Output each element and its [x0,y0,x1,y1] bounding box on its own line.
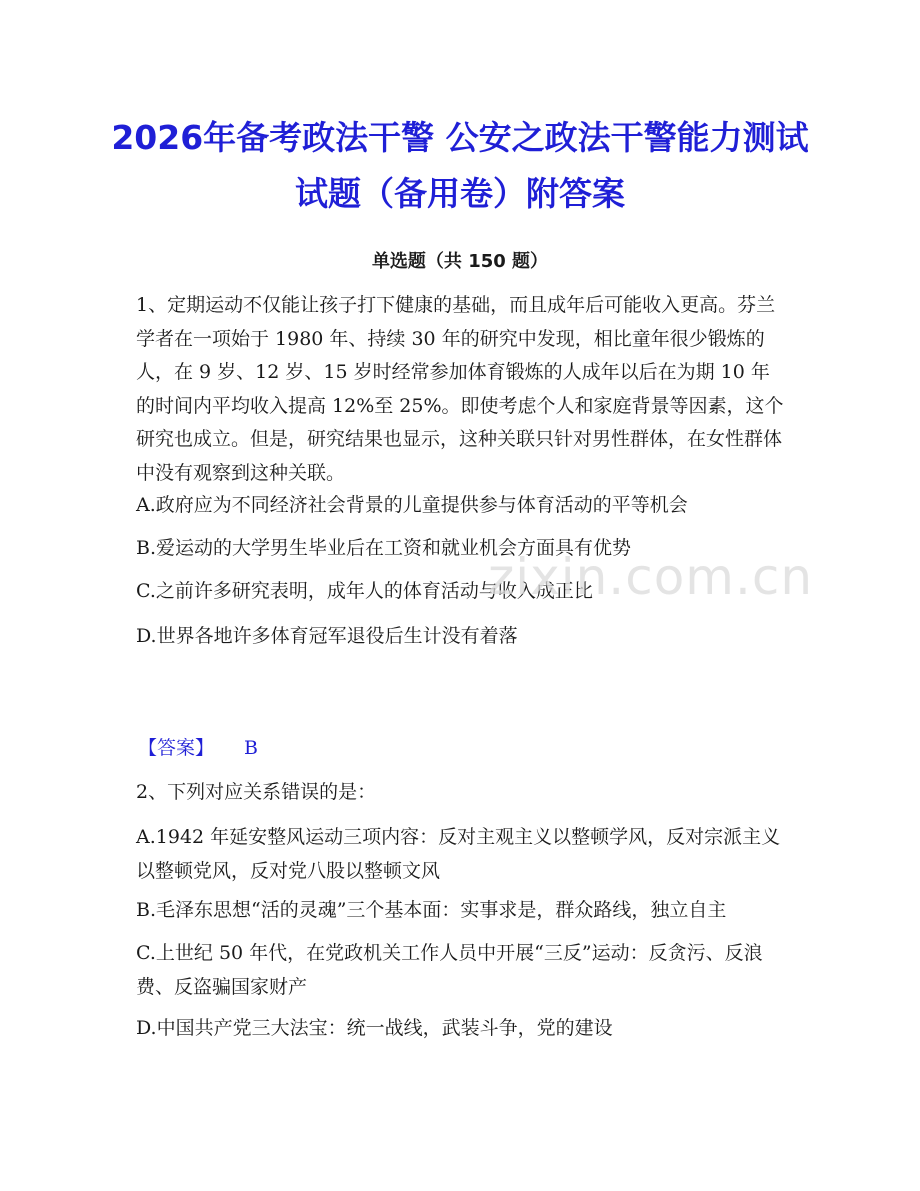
question-1-option-d: D.世界各地许多体育冠军退役后生计没有着落 [136,625,518,647]
document-title: 2026年备考政法干警 公安之政法干警能力测试试题（备用卷）附答案 [111,118,809,213]
section-heading: 单选题（共 150 题） [371,251,549,272]
question-2-stem: 2、下列对应关系错误的是： [136,781,377,803]
watermark-text: zixin.com.cn [488,548,814,606]
question-1-answer [138,733,258,763]
question-2-option-a: A.1942 年延安整风运动三项内容：反对主观主义以整顿学风，反对宗派主义以整顿党风，反对党八股以整顿文风 [136,826,781,882]
answer-label: 【答案】 [138,737,215,759]
question-2-option-b: B.毛泽东思想“活的灵魂”三个基本面：实事求是，群众路线，独立自主 [136,899,727,921]
question-1-stem: 1、定期运动不仅能让孩子打下健康的基础，而且成年后可能收入更高。芬兰学者在一项始于 1980 年、持续 30 年的研究中发现，相比童年很少锻炼的人，在 9 岁、12 岁、15 岁时经常参加体育锻炼的人成年以后在为期 10 年的时间内平均收入提高 12%至 25%。即使考虑个人和家庭背景等因素，这个研究也成立。但是，研究结果也显示，这种关联只针对男性群体，在女性群体中没有观察到这种关联。 [136,294,784,484]
question-1-option-c: C.之前许多研究表明，成年人的体育活动与收入成正比 [136,580,593,602]
question-2-option-c: C.上世纪 50 年代，在党政机关工作人员中开展“三反”运动：反贪污、反浪费、反盗骗国家财产 [136,942,763,998]
question-1-option-a: A.政府应为不同经济社会背景的儿童提供参与体育活动的平等机会 [136,494,688,516]
answer-value: B [244,737,258,759]
question-2-option-d: D.中国共产党三大法宝：统一战线，武装斗争，党的建设 [136,1017,613,1039]
question-1-option-b: B.爱运动的大学男生毕业后在工资和就业机会方面具有优势 [136,537,632,559]
